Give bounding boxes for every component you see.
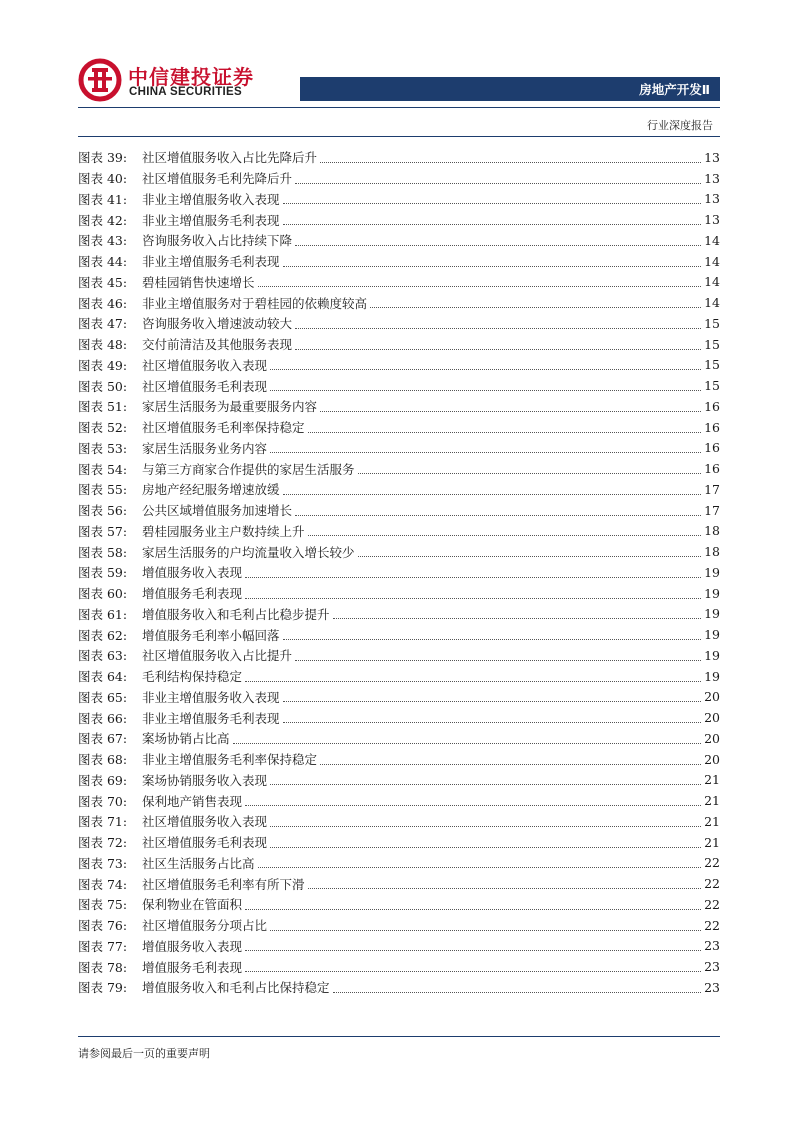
toc-figure-number: 图表 45: [78, 274, 128, 290]
toc-dot-leader [270, 826, 701, 827]
toc-entry[interactable] [78, 645, 720, 666]
toc-figure-number: 图表 79: [78, 980, 128, 996]
toc-figure-number: 图表 54: [78, 461, 128, 477]
toc-entry[interactable] [78, 915, 720, 936]
header-divider [78, 107, 720, 108]
toc-figure-number: 图表 66: [78, 710, 128, 726]
toc-figure-title: 非业主增值服务毛利率保持稳定 [142, 752, 318, 768]
toc-entry[interactable] [78, 500, 720, 521]
toc-figure-title: 房地产经纪服务增速放缓 [142, 482, 280, 498]
toc-figure-title: 增值服务收入表现 [142, 565, 243, 581]
toc-page-number: 20 [704, 710, 720, 726]
toc-dot-leader [270, 452, 701, 453]
toc-figure-number: 图表 60: [78, 586, 128, 602]
toc-page-number: 19 [704, 627, 720, 643]
toc-page-number: 17 [704, 502, 720, 518]
toc-figure-title: 保利地产销售表现 [142, 793, 243, 809]
toc-dot-leader [233, 743, 701, 744]
toc-figure-title: 碧桂园销售快速增长 [142, 274, 255, 290]
toc-figure-title: 社区增值服务毛利率保持稳定 [142, 420, 305, 436]
toc-figure-number: 图表 63: [78, 648, 128, 664]
toc-dot-leader [283, 203, 701, 204]
toc-dot-leader [283, 701, 701, 702]
toc-page-number: 20 [704, 689, 720, 705]
toc-dot-leader [320, 411, 701, 412]
footer-divider [78, 1036, 720, 1037]
toc-page-number: 13 [704, 170, 720, 186]
toc-dot-leader [245, 971, 701, 972]
toc-figure-title: 社区增值服务收入占比提升 [142, 648, 293, 664]
toc-entry[interactable] [78, 230, 720, 251]
toc-page-number: 17 [704, 481, 720, 497]
toc-figure-title: 社区生活服务占比高 [142, 855, 255, 871]
report-type-label: 行业深度报告 [647, 119, 713, 132]
toc-figure-title: 增值服务收入和毛利占比保持稳定 [142, 980, 330, 996]
toc-figure-number: 图表 41: [78, 191, 128, 207]
toc-page-number: 15 [704, 336, 720, 352]
toc-page-number: 19 [704, 647, 720, 663]
toc-page-number: 20 [704, 751, 720, 767]
toc-figure-title: 案场协销占比高 [142, 731, 230, 747]
toc-page-number: 16 [704, 398, 720, 414]
toc-entry[interactable] [78, 977, 720, 998]
toc-entry[interactable] [78, 438, 720, 459]
toc-entry[interactable] [78, 583, 720, 604]
toc-dot-leader [295, 245, 701, 246]
toc-figure-number: 图表 69: [78, 772, 128, 788]
toc-dot-leader [245, 950, 701, 951]
toc-dot-leader [358, 556, 701, 557]
toc-entry[interactable] [78, 375, 720, 396]
toc-figure-number: 图表 55: [78, 482, 128, 498]
toc-entry[interactable] [78, 832, 720, 853]
toc-dot-leader [283, 722, 701, 723]
toc-dot-leader [245, 681, 701, 682]
toc-figure-title: 家居生活服务的户均流量收入增长较少 [142, 544, 355, 560]
toc-figure-number: 图表 61: [78, 606, 128, 622]
toc-figure-title: 非业主增值服务毛利表现 [142, 254, 280, 270]
toc-figure-number: 图表 59: [78, 565, 128, 581]
toc-figure-title: 社区增值服务毛利率有所下滑 [142, 876, 305, 892]
toc-figure-title: 社区增值服务毛利表现 [142, 835, 268, 851]
toc-entry[interactable] [78, 313, 720, 334]
toc-figure-number: 图表 70: [78, 793, 128, 809]
toc-figure-number: 图表 44: [78, 254, 128, 270]
header-bar [300, 77, 720, 101]
toc-entry[interactable] [78, 666, 720, 687]
toc-figure-title: 公共区域增值服务加速增长 [142, 503, 293, 519]
toc-figure-title: 非业主增值服务毛利表现 [142, 710, 280, 726]
toc-figure-title: 咨询服务收入占比持续下降 [142, 233, 293, 249]
toc-figure-title: 增值服务毛利率小幅回落 [142, 627, 280, 643]
toc-figure-number: 图表 58: [78, 544, 128, 560]
toc-dot-leader [358, 473, 701, 474]
toc-figure-title: 增值服务收入表现 [142, 938, 243, 954]
toc-page-number: 21 [704, 834, 720, 850]
toc-entry[interactable] [78, 853, 720, 874]
toc-entry[interactable] [78, 209, 720, 230]
toc-entry[interactable] [78, 417, 720, 438]
toc-figure-title: 非业主增值服务毛利表现 [142, 212, 280, 228]
toc-entry[interactable] [78, 355, 720, 376]
toc-page-number: 23 [704, 938, 720, 954]
toc-figure-title: 社区增值服务毛利表现 [142, 378, 268, 394]
sector-title: 房地产开发Ⅱ [639, 82, 710, 97]
toc-figure-number: 图表 74: [78, 876, 128, 892]
toc-dot-leader [258, 867, 701, 868]
toc-page-number: 13 [704, 191, 720, 207]
toc-figure-title: 毛利结构保持稳定 [142, 669, 243, 685]
toc-dot-leader [308, 888, 701, 889]
china-securities-logo-icon [78, 58, 122, 102]
toc-page-number: 16 [704, 461, 720, 477]
toc-figure-number: 图表 62: [78, 627, 128, 643]
toc-entry[interactable] [78, 749, 720, 770]
header-divider-lower [78, 136, 720, 137]
toc-dot-leader [258, 286, 701, 287]
toc-page-number: 14 [704, 295, 720, 311]
company-logo [78, 58, 258, 102]
toc-figure-title: 非业主增值服务收入表现 [142, 689, 280, 705]
toc-entry[interactable] [78, 521, 720, 542]
toc-page-number: 13 [704, 149, 720, 165]
toc-figure-title: 增值服务毛利表现 [142, 959, 243, 975]
toc-dot-leader [320, 764, 701, 765]
toc-dot-leader [295, 183, 701, 184]
toc-page-number: 21 [704, 793, 720, 809]
toc-dot-leader [270, 847, 701, 848]
toc-figure-number: 图表 43: [78, 233, 128, 249]
toc-figure-title: 交付前清洁及其他服务表现 [142, 337, 293, 353]
toc-entry[interactable] [78, 604, 720, 625]
toc-entry[interactable] [78, 562, 720, 583]
toc-dot-leader [283, 266, 701, 267]
toc-entry[interactable] [78, 894, 720, 915]
toc-page-number: 21 [704, 772, 720, 788]
toc-figure-title: 社区增值服务毛利先降后升 [142, 171, 293, 187]
toc-figure-title: 社区增值服务收入表现 [142, 814, 268, 830]
toc-figure-number: 图表 47: [78, 316, 128, 332]
toc-figure-title: 碧桂园服务业主户数持续上升 [142, 523, 305, 539]
toc-page-number: 13 [704, 212, 720, 228]
toc-page-number: 22 [704, 876, 720, 892]
toc-figure-number: 图表 75: [78, 897, 128, 913]
toc-entry[interactable] [78, 624, 720, 645]
toc-figure-number: 图表 78: [78, 959, 128, 975]
toc-dot-leader [370, 307, 701, 308]
toc-entry[interactable] [78, 168, 720, 189]
toc-figure-title: 与第三方商家合作提供的家居生活服务 [142, 461, 355, 477]
toc-figure-number: 图表 39: [78, 150, 128, 166]
toc-page-number: 19 [704, 585, 720, 601]
toc-figure-number: 图表 68: [78, 752, 128, 768]
toc-dot-leader [295, 515, 701, 516]
toc-figure-number: 图表 42: [78, 212, 128, 228]
figure-index-list [78, 147, 720, 998]
toc-page-number: 21 [704, 813, 720, 829]
toc-dot-leader [295, 349, 701, 350]
toc-dot-leader [245, 909, 701, 910]
toc-figure-title: 家居生活服务为最重要服务内容 [142, 399, 318, 415]
toc-page-number: 15 [704, 357, 720, 373]
toc-dot-leader [270, 369, 701, 370]
toc-dot-leader [283, 639, 701, 640]
toc-figure-number: 图表 49: [78, 357, 128, 373]
toc-page-number: 20 [704, 730, 720, 746]
toc-entry[interactable] [78, 189, 720, 210]
toc-page-number: 23 [704, 979, 720, 995]
toc-figure-title: 增值服务收入和毛利占比稳步提升 [142, 606, 330, 622]
toc-figure-number: 图表 67: [78, 731, 128, 747]
toc-entry[interactable] [78, 790, 720, 811]
toc-page-number: 15 [704, 315, 720, 331]
toc-entry[interactable] [78, 292, 720, 313]
toc-entry[interactable] [78, 396, 720, 417]
toc-dot-leader [320, 162, 701, 163]
toc-figure-title: 社区增值服务收入占比先降后升 [142, 150, 318, 166]
toc-figure-number: 图表 52: [78, 420, 128, 436]
footer-disclaimer: 请参阅最后一页的重要声明 [78, 1047, 210, 1060]
toc-page-number: 23 [704, 959, 720, 975]
toc-dot-leader [283, 494, 701, 495]
toc-figure-number: 图表 48: [78, 337, 128, 353]
toc-figure-title: 家居生活服务业务内容 [142, 440, 268, 456]
toc-page-number: 19 [704, 564, 720, 580]
toc-dot-leader [283, 224, 701, 225]
toc-figure-title: 增值服务毛利表现 [142, 586, 243, 602]
toc-figure-title: 保利物业在管面积 [142, 897, 243, 913]
toc-figure-number: 图表 73: [78, 855, 128, 871]
toc-figure-number: 图表 76: [78, 918, 128, 934]
toc-figure-number: 图表 72: [78, 835, 128, 851]
toc-figure-title: 案场协销服务收入表现 [142, 772, 268, 788]
toc-dot-leader [245, 577, 701, 578]
toc-page-number: 19 [704, 606, 720, 622]
toc-figure-title: 非业主增值服务收入表现 [142, 191, 280, 207]
toc-page-number: 15 [704, 378, 720, 394]
toc-entry[interactable] [78, 687, 720, 708]
toc-figure-number: 图表 50: [78, 378, 128, 394]
toc-entry[interactable] [78, 707, 720, 728]
toc-entry[interactable] [78, 251, 720, 272]
toc-dot-leader [245, 598, 701, 599]
toc-entry[interactable] [78, 147, 720, 168]
brand-name-cn: 中信建投证券 [128, 65, 254, 89]
toc-figure-number: 图表 40: [78, 171, 128, 187]
toc-figure-number: 图表 71: [78, 814, 128, 830]
toc-dot-leader [270, 930, 701, 931]
toc-page-number: 22 [704, 917, 720, 933]
toc-page-number: 14 [704, 232, 720, 248]
toc-figure-title: 咨询服务收入增速波动较大 [142, 316, 293, 332]
toc-entry[interactable] [78, 479, 720, 500]
toc-dot-leader [270, 784, 701, 785]
toc-page-number: 16 [704, 440, 720, 456]
toc-entry[interactable] [78, 936, 720, 957]
toc-dot-leader [308, 535, 701, 536]
toc-figure-title: 社区增值服务分项占比 [142, 918, 268, 934]
toc-entry[interactable] [78, 873, 720, 894]
toc-figure-number: 图表 65: [78, 689, 128, 705]
toc-entry[interactable] [78, 728, 720, 749]
toc-figure-number: 图表 53: [78, 440, 128, 456]
toc-entry[interactable] [78, 334, 720, 355]
toc-entry[interactable] [78, 541, 720, 562]
toc-page-number: 16 [704, 419, 720, 435]
toc-figure-number: 图表 46: [78, 295, 128, 311]
toc-page-number: 22 [704, 855, 720, 871]
toc-dot-leader [308, 432, 701, 433]
toc-page-number: 18 [704, 523, 720, 539]
toc-entry[interactable] [78, 272, 720, 293]
brand-name-en: CHINA SECURITIES [129, 86, 242, 98]
toc-entry[interactable] [78, 770, 720, 791]
toc-figure-number: 图表 77: [78, 938, 128, 954]
toc-dot-leader [333, 992, 701, 993]
toc-figure-number: 图表 57: [78, 523, 128, 539]
toc-figure-number: 图表 56: [78, 503, 128, 519]
toc-page-number: 14 [704, 253, 720, 269]
toc-figure-title: 非业主增值服务对于碧桂园的依赖度较高 [142, 295, 368, 311]
toc-dot-leader [295, 328, 701, 329]
toc-entry[interactable] [78, 458, 720, 479]
toc-page-number: 19 [704, 668, 720, 684]
toc-page-number: 22 [704, 896, 720, 912]
toc-entry[interactable] [78, 956, 720, 977]
toc-entry[interactable] [78, 811, 720, 832]
toc-figure-number: 图表 51: [78, 399, 128, 415]
toc-dot-leader [295, 660, 701, 661]
toc-page-number: 18 [704, 544, 720, 560]
toc-dot-leader [245, 805, 701, 806]
toc-figure-number: 图表 64: [78, 669, 128, 685]
toc-dot-leader [270, 390, 701, 391]
toc-dot-leader [333, 618, 701, 619]
toc-page-number: 14 [704, 274, 720, 290]
toc-figure-title: 社区增值服务收入表现 [142, 357, 268, 373]
